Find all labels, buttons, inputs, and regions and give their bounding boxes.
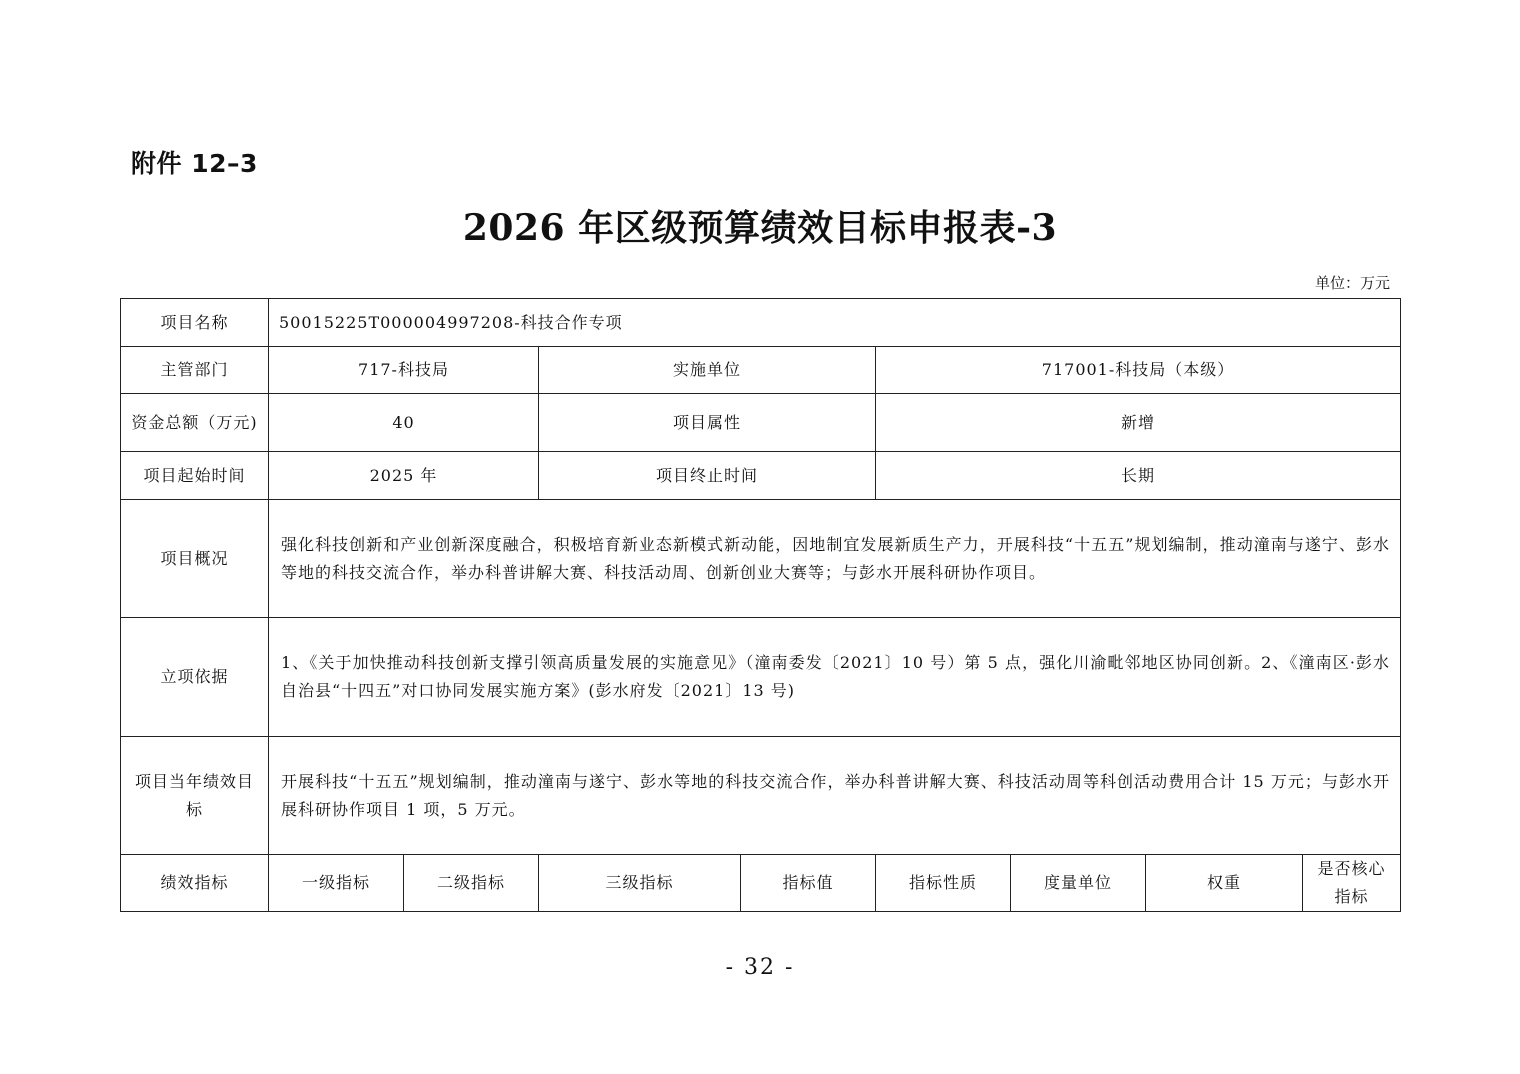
project-attribute-value: 新增 [876, 394, 1401, 452]
row-funds [121, 394, 1401, 452]
basis-label: 立项依据 [121, 618, 269, 737]
page-number: - 32 - [725, 955, 795, 980]
indicator-col-unit: 度量单位 [1011, 855, 1146, 912]
annual-goal-value: 开展科技“十五五”规划编制，推动潼南与遂宁、彭水等地的科技交流合作，举办科普讲解大赛、科技活动周等科创活动费用合计 15 万元；与彭水开展科研协作项目 1 项，5 万元。 [269, 737, 1401, 855]
implementing-unit-label: 实施单位 [539, 347, 876, 394]
total-funds-value: 40 [269, 394, 539, 452]
indicators-label: 绩效指标 [121, 855, 269, 912]
overview-value: 强化科技创新和产业创新深度融合，积极培育新业态新模式新动能，因地制宜发展新质生产力，开展科技“十五五”规划编制，推动潼南与遂宁、彭水等地的科技交流合作，举办科普讲解大赛、科技活动周、创新创业大赛等；与彭水开展科研协作项目。 [269, 500, 1401, 618]
row-project-name [121, 299, 1401, 347]
basis-value: 1、《关于加快推动科技创新支撑引领高质量发展的实施意见》（潼南委发〔2021〕10 号）第 5 点，强化川渝毗邻地区协同创新。2、《潼南区·彭水自治县“十四五”对口协同发展实施方案》(彭水府发〔2021〕13 号) [269, 618, 1401, 737]
start-time-label: 项目起始时间 [121, 452, 269, 500]
document-title: 2026 年区级预算绩效目标申报表-3 [462, 207, 1058, 249]
unit-label: 单位：万元 [1314, 274, 1390, 292]
project-name-value: 50015225T000004997208-科技合作专项 [269, 299, 1401, 347]
row-indicator-header [121, 855, 1401, 912]
implementing-unit-value: 717001-科技局（本级） [876, 347, 1401, 394]
indicator-col-weight: 权重 [1146, 855, 1303, 912]
indicator-col-level1: 一级指标 [269, 855, 404, 912]
row-basis [121, 618, 1401, 737]
end-time-label: 项目终止时间 [539, 452, 876, 500]
row-department [121, 347, 1401, 394]
attachment-label: 附件 12–3 [131, 149, 258, 178]
indicator-col-value: 指标值 [741, 855, 876, 912]
row-time [121, 452, 1401, 500]
indicator-col-level2: 二级指标 [404, 855, 539, 912]
row-overview [121, 500, 1401, 618]
indicator-col-level3: 三级指标 [539, 855, 741, 912]
start-time-value: 2025 年 [269, 452, 539, 500]
competent-dept-label: 主管部门 [121, 347, 269, 394]
annual-goal-label: 项目当年绩效目标 [121, 737, 269, 855]
project-attribute-label: 项目属性 [539, 394, 876, 452]
indicator-col-core: 是否核心指标 [1303, 855, 1401, 912]
budget-performance-form [120, 298, 1401, 912]
overview-label: 项目概况 [121, 500, 269, 618]
total-funds-label: 资金总额（万元) [121, 394, 269, 452]
indicator-col-nature: 指标性质 [876, 855, 1011, 912]
competent-dept-value: 717-科技局 [269, 347, 539, 394]
project-name-label: 项目名称 [121, 299, 269, 347]
row-annual-goal [121, 737, 1401, 855]
end-time-value: 长期 [876, 452, 1401, 500]
